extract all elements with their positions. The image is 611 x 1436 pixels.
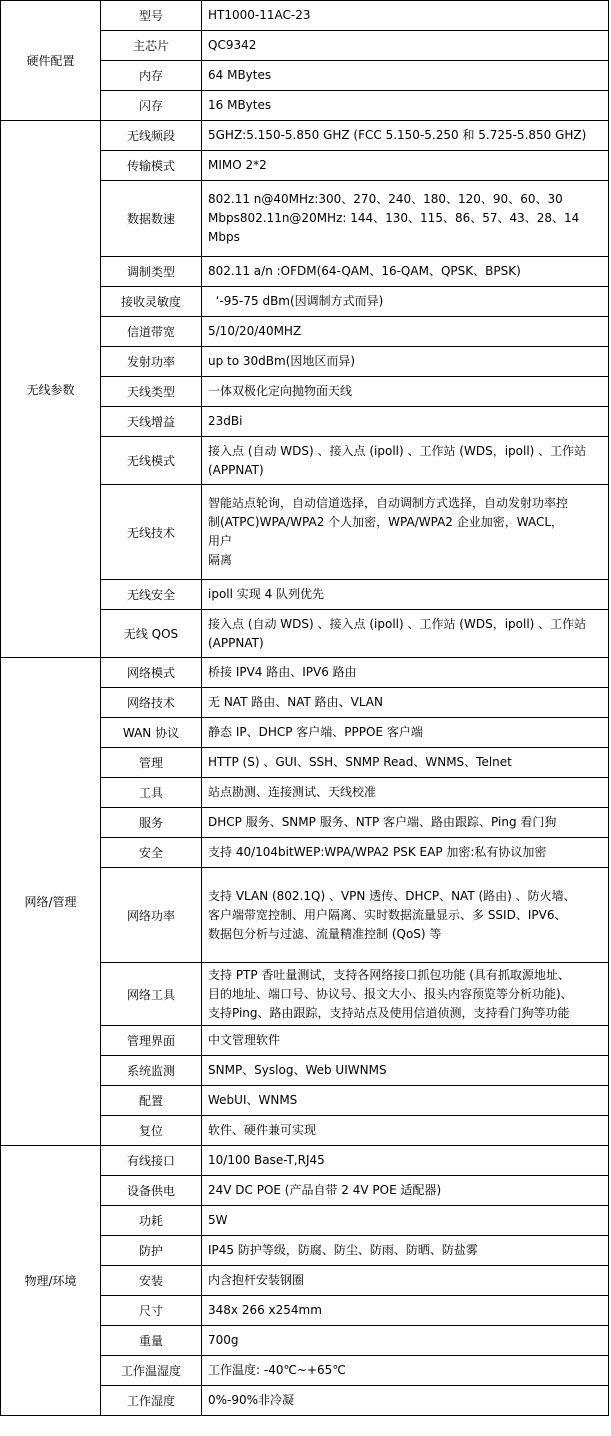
spec-value-line: 隔离 <box>208 553 233 567</box>
spec-value <box>202 778 609 808</box>
spec-value-line: (APPNAT) <box>208 635 264 650</box>
spec-value-line: 10/100 Base-T,RJ45 <box>208 1153 325 1167</box>
spec-value <box>202 580 609 610</box>
spec-value-line: (APPNAT) <box>208 462 264 477</box>
spec-value-line: 软件、硬件兼可实现 <box>208 1123 317 1137</box>
spec-value <box>202 838 609 868</box>
spec-label: 网络功率 <box>101 868 202 963</box>
spec-label: 调制类型 <box>101 257 202 287</box>
spec-label: 系统监测 <box>101 1056 202 1086</box>
spec-value <box>202 1026 609 1056</box>
spec-value <box>202 181 609 257</box>
spec-label: 天线增益 <box>101 407 202 437</box>
spec-value <box>202 1146 609 1176</box>
spec-value-line: MIMO 2*2 <box>208 158 267 172</box>
spec-label: 工作湿度 <box>101 1386 202 1416</box>
spec-value-line: 制(ATPC)WPA/WPA2 个人加密，WPA/WPA2 企业加密，WACL， <box>208 515 564 529</box>
spec-value <box>202 688 609 718</box>
spec-value-line: 无 NAT 路由、NAT 路由、VLAN <box>208 695 383 709</box>
spec-value-line: up to 30dBm(因地区而异) <box>208 354 356 368</box>
spec-label: WAN 协议 <box>101 718 202 748</box>
spec-value-line: 5W <box>208 1213 228 1227</box>
spec-label: 功耗 <box>101 1206 202 1236</box>
spec-value <box>202 963 609 1026</box>
spec-value <box>202 1206 609 1236</box>
spec-value-line: 一体双极化定向抛物面天线 <box>208 384 353 398</box>
spec-value-line: ipoll 实现 4 队列优先 <box>208 587 325 601</box>
spec-row <box>1 1 609 31</box>
spec-value-line: 站点勘测、连接测试、天线校准 <box>208 785 377 799</box>
spec-label: 闪存 <box>101 91 202 121</box>
spec-value-line: Mbps802.11n@20MHz: 144、130、115、86、57、43、28、14 <box>208 211 580 225</box>
spec-label: 管理界面 <box>101 1026 202 1056</box>
spec-value-line: HT1000-11AC-23 <box>208 8 311 22</box>
spec-label: 工作温湿度 <box>101 1356 202 1386</box>
spec-value-line: 接入点 (自动 WDS) 、接入点 (ipoll) 、工作站 (WDS，ipoll) 、工作站 <box>208 443 587 458</box>
spec-value-line: 中文管理软件 <box>208 1033 281 1047</box>
spec-label: 无线技术 <box>101 485 202 580</box>
spec-value-line: 内含抱杆安装钢圈 <box>208 1273 305 1287</box>
spec-value <box>202 1266 609 1296</box>
spec-label: 无线模式 <box>101 437 202 485</box>
spec-label: 复位 <box>101 1116 202 1146</box>
spec-value <box>202 317 609 347</box>
spec-value <box>202 287 609 317</box>
spec-value-line: 802.11 n@40MHz:300、270、240、180、120、90、60、30 <box>208 192 563 206</box>
spec-value-line: 348x 266 x254mm <box>208 1303 322 1317</box>
spec-value-line: 智能站点轮询，自动信道选择，自动调制方式选择，自动发射功率控 <box>208 496 569 510</box>
spec-value <box>202 1116 609 1146</box>
spec-value <box>202 61 609 91</box>
spec-label: 网络模式 <box>101 658 202 688</box>
spec-label: 型号 <box>101 1 202 31</box>
spec-label: 无线频段 <box>101 121 202 151</box>
spec-label: 网络工具 <box>101 963 202 1026</box>
spec-value-line: 静态 IP、DHCP 客户端、PPPOE 客户端 <box>208 725 423 739</box>
spec-value <box>202 1 609 31</box>
spec-label: 设备供电 <box>101 1176 202 1206</box>
spec-value <box>202 121 609 151</box>
spec-label: 安装 <box>101 1266 202 1296</box>
spec-value <box>202 91 609 121</box>
spec-label: 接收灵敏度 <box>101 287 202 317</box>
spec-value <box>202 658 609 688</box>
spec-label: 重量 <box>101 1326 202 1356</box>
spec-label: 服务 <box>101 808 202 838</box>
spec-value-line: 支持 40/104bitWEP:WPA/WPA2 PSK EAP 加密:私有协议加密 <box>208 845 547 859</box>
spec-value <box>202 610 609 658</box>
spec-value <box>202 868 609 963</box>
spec-value <box>202 748 609 778</box>
spec-value-line: 客户端带宽控制、用户隔离、实时数据流量显示、多 SSID、IPV6、 <box>208 907 567 922</box>
spec-label: 配置 <box>101 1086 202 1116</box>
spec-value-line: Mbps <box>208 230 240 244</box>
spec-label: 工具 <box>101 778 202 808</box>
spec-value <box>202 718 609 748</box>
spec-label: 发射功率 <box>101 347 202 377</box>
spec-label: 安全 <box>101 838 202 868</box>
spec-value-line: 支持 VLAN (802.1Q) 、VPN 透传、DHCP、NAT (路由) 、防火墙、 <box>208 888 576 903</box>
spec-label: 无线 QOS <box>101 610 202 658</box>
spec-label: 网络技术 <box>101 688 202 718</box>
spec-row <box>1 1146 609 1176</box>
spec-label: 防护 <box>101 1236 202 1266</box>
spec-label: 天线类型 <box>101 377 202 407</box>
spec-value-line: 工作温度: -40℃~+65℃ <box>208 1363 346 1377</box>
spec-label: 内存 <box>101 61 202 91</box>
spec-value <box>202 377 609 407</box>
spec-value-line: 目的地址、端口号、协议号、报文大小、报头内容预览等分析功能)、 <box>208 986 573 1001</box>
section-title-hardware: 硬件配置 <box>1 1 101 121</box>
spec-value-line: 桥接 IPV4 路由、IPV6 路由 <box>208 665 357 679</box>
spec-value <box>202 808 609 838</box>
spec-value-line: 802.11 a/n :OFDM(64-QAM、16-QAM、QPSK、BPSK) <box>208 264 521 278</box>
spec-row <box>1 658 609 688</box>
spec-value-line: 700g <box>208 1333 239 1347</box>
spec-value <box>202 1356 609 1386</box>
spec-value <box>202 1386 609 1416</box>
spec-value-line: 16 MBytes <box>208 98 272 112</box>
spec-label: 传输模式 <box>101 151 202 181</box>
spec-value-line: 支持 PTP 香吐量测试，支持各网络接口抓包功能 (具有抓取源地址、 <box>208 967 570 982</box>
spec-value-line: 5GHZ:5.150-5.850 GHZ (FCC 5.150-5.250 和 5.725-5.850 GHZ) <box>208 128 587 142</box>
spec-table-body <box>1 1 609 1416</box>
spec-value-line: 接入点 (自动 WDS) 、接入点 (ipoll) 、工作站 (WDS，ipoll) 、工作站 <box>208 616 587 631</box>
spec-value-line: WebUI、WNMS <box>208 1093 298 1107</box>
spec-label: 无线安全 <box>101 580 202 610</box>
spec-row <box>1 121 609 151</box>
spec-value <box>202 1236 609 1266</box>
spec-value-line: 用户 <box>208 534 233 548</box>
spec-value-line: 64 MBytes <box>208 68 272 82</box>
spec-value <box>202 347 609 377</box>
spec-value-line: 24V DC POE (产品自带 2 4V POE 适配器) <box>208 1183 442 1197</box>
spec-value <box>202 1056 609 1086</box>
section-title-physical: 物理/环境 <box>1 1146 101 1416</box>
spec-value <box>202 31 609 61</box>
spec-value-line: 0%-90%非冷凝 <box>208 1393 295 1407</box>
spec-value-line: 数据包分析与过滤、流量精准控制 (QoS) 等 <box>208 926 442 941</box>
spec-label: 有线接口 <box>101 1146 202 1176</box>
spec-value-line: 5/10/20/40MHZ <box>208 324 302 338</box>
spec-value <box>202 1326 609 1356</box>
spec-value-line: DHCP 服务、SNMP 服务、NTP 客户端、路由跟踪、Ping 看门狗 <box>208 815 557 829</box>
spec-value <box>202 151 609 181</box>
spec-value <box>202 437 609 485</box>
section-title-wireless: 无线参数 <box>1 121 101 658</box>
spec-value <box>202 257 609 287</box>
spec-value <box>202 485 609 580</box>
section-title-network: 网络/管理 <box>1 658 101 1146</box>
spec-label: 数据数速 <box>101 181 202 257</box>
spec-value <box>202 1086 609 1116</box>
spec-value-line: HTTP (S) 、GUI、SSH、SNMP Read、WNMS、Telnet <box>208 755 512 769</box>
spec-label: 主芯片 <box>101 31 202 61</box>
spec-value-line: 23dBi <box>208 414 243 428</box>
spec-value-line: SNMP、Syslog、Web UIWNMS <box>208 1063 387 1077</box>
spec-value-line: QC9342 <box>208 38 257 52</box>
spec-value <box>202 1176 609 1206</box>
spec-label: 管理 <box>101 748 202 778</box>
spec-label: 尺寸 <box>101 1296 202 1326</box>
spec-value <box>202 407 609 437</box>
spec-value-line: 支持Ping、路由跟踪，支持站点及使用信道侦测，支持看门狗等功能 <box>208 1005 570 1020</box>
spec-value-line: ‘-95-75 dBm(因调制方式而异) <box>208 294 384 308</box>
spec-value-line: IP45 防护等级，防腐、防尘、防雨、防晒、防盐雾 <box>208 1243 478 1257</box>
spec-label: 信道带宽 <box>101 317 202 347</box>
spec-value <box>202 1296 609 1326</box>
